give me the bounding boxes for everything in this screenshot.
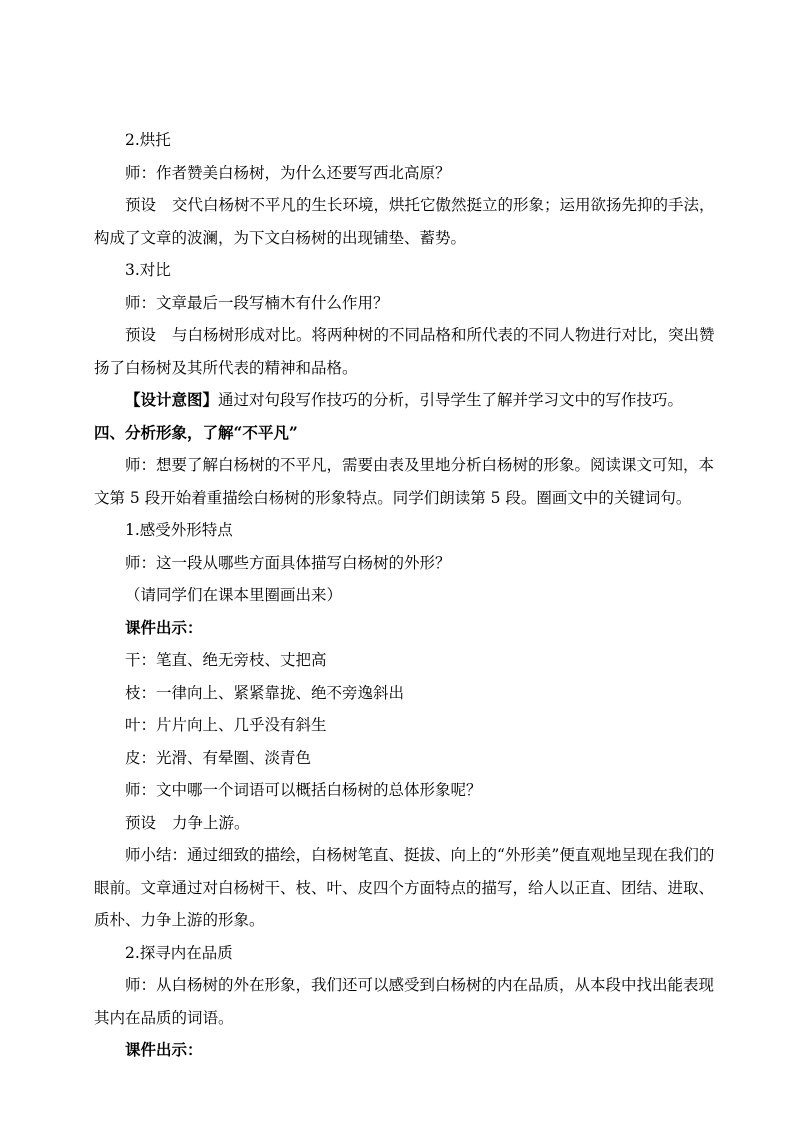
teacher-question: 师：文章最后一段写楠木有什么作用？ [125, 293, 389, 312]
courseware-label: 课件出示： [125, 617, 203, 637]
design-intent-text: 通过对句段写作技巧的分析，引导学生了解并学习文中的写作技巧。 [218, 391, 684, 409]
instruction-note: （请同学们在课本里圈画出来） [125, 586, 343, 604]
teacher-question: 师：从白杨树的外在形象，我们还可以感受到白杨树的内在品质，从本段中找出能表现其内在品质的词语。 [94, 976, 715, 1027]
teacher-question: 师：文中哪一个词语可以概括白杨树的总体形象呢？ [125, 781, 482, 799]
design-intent-label: 【设计意图】 [125, 390, 219, 409]
preset-text: 交代白杨树不平凡的生长环境，烘托它傲然挺立的形象；运用欲扬先抑的手法，构成了文章的波澜，为下文白杨树的出现铺垫、蓄势。 [94, 196, 715, 247]
teacher-summary: 师小结：通过细致的描绘，白杨树笔直、挺拔、向上的“外形美”便直观地呈现在我们的眼前。文章通过对白杨树干、枝、叶、皮四个方面特点的描写，给人以正直、团结、进取、质朴、力争上游的形象。 [94, 846, 715, 929]
subsection-heading-appearance: 1.感受外形特点 [125, 521, 233, 539]
document-body [94, 124, 722, 1067]
preset-text: 力争上游。 [172, 813, 250, 832]
list-item-branches: 枝：一律向上、紧紧靠拢、绝不旁逸斜出 [125, 683, 405, 702]
preset-answer [94, 319, 722, 384]
teacher-intro: 师：想要了解白杨树的不平凡，需要由表及里地分析白杨树的形象。阅读课文可知，本文第 5 段开始着重描绘白杨树的形象特点。同学们朗读第 5 段。圈画文中的关键词句。 [94, 456, 715, 507]
section-heading-contrast: 3.对比 [125, 261, 171, 279]
teacher-question: 师：这一段从哪些方面具体描写白杨树的外形？ [125, 553, 451, 572]
design-intent [94, 384, 722, 417]
section-heading-four: 四、分析形象，了解“不平凡” [94, 422, 298, 442]
list-item-trunk: 干：笔直、绝无旁枝、丈把高 [125, 651, 327, 669]
subsection-heading-quality: 2.探寻内在品质 [125, 943, 233, 962]
preset-label: 预设 [125, 326, 157, 344]
list-item-leaves: 叶：片片向上、几乎没有斜生 [125, 716, 327, 734]
teacher-question: 师：作者赞美白杨树，为什么还要写西北高原？ [125, 163, 451, 182]
list-item-bark: 皮：光滑、有晕圈、淡青色 [125, 748, 312, 767]
preset-text: 与白杨树形成对比。将两种树的不同品格和所代表的不同人物进行对比，突出赞扬了白杨树及其所代表的精神和品格。 [94, 326, 715, 377]
preset-label: 预设 [125, 196, 157, 214]
preset-label: 预设 [125, 813, 157, 832]
courseware-label: 课件出示： [125, 1040, 203, 1059]
section-heading-contrast-foil: 2.烘托 [125, 131, 171, 149]
preset-answer [94, 807, 722, 840]
preset-answer [94, 189, 722, 254]
